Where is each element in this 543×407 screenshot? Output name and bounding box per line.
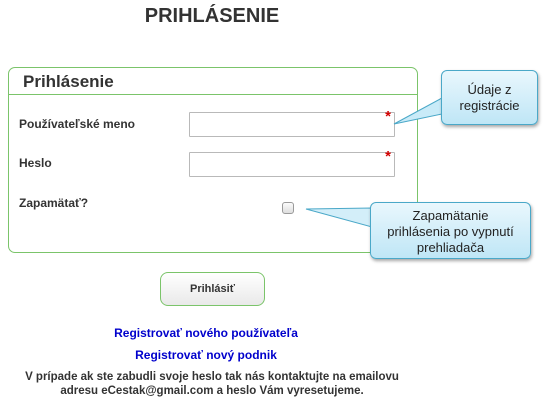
login-panel-title: Prihlásenie xyxy=(9,68,417,95)
login-button[interactable]: Prihlásiť xyxy=(160,272,265,306)
tooltip-text: Zapamätanie xyxy=(412,208,489,223)
registration-tooltip xyxy=(441,70,538,125)
remember-tooltip xyxy=(370,202,531,259)
forgot-password-note-line: adresu eCestak@gmail.com a heslo Vám vyresetujeme. xyxy=(60,385,364,397)
forgot-password-note-line: V prípade ak ste zabudli svoje heslo tak nás kontaktujte na emailovu xyxy=(25,371,399,383)
password-label: Heslo xyxy=(19,156,52,170)
tooltip-pointer xyxy=(394,86,444,128)
remember-label: Zapamätať? xyxy=(19,196,89,210)
remember-checkbox[interactable] xyxy=(282,202,294,214)
register-company-link[interactable]: Registrovať nový podnik xyxy=(135,348,277,362)
tooltip-pointer xyxy=(306,205,376,235)
username-label: Používateľské meno xyxy=(19,117,135,131)
tooltip-text: prihlásenia po vypnutí xyxy=(387,224,514,239)
page-title: PRIHLÁSENIE xyxy=(144,5,280,27)
required-mark: * xyxy=(385,108,391,125)
tooltip-text: prehliadača xyxy=(416,240,485,255)
username-input[interactable] xyxy=(189,108,395,137)
forgot-password-note xyxy=(0,370,424,398)
register-user-link[interactable]: Registrovať nového používateľa xyxy=(114,326,298,340)
tooltip-text: registrácie xyxy=(459,98,520,113)
required-mark: * xyxy=(385,148,391,165)
password-input[interactable] xyxy=(189,148,395,177)
tooltip-text: Údaje z xyxy=(467,82,512,97)
